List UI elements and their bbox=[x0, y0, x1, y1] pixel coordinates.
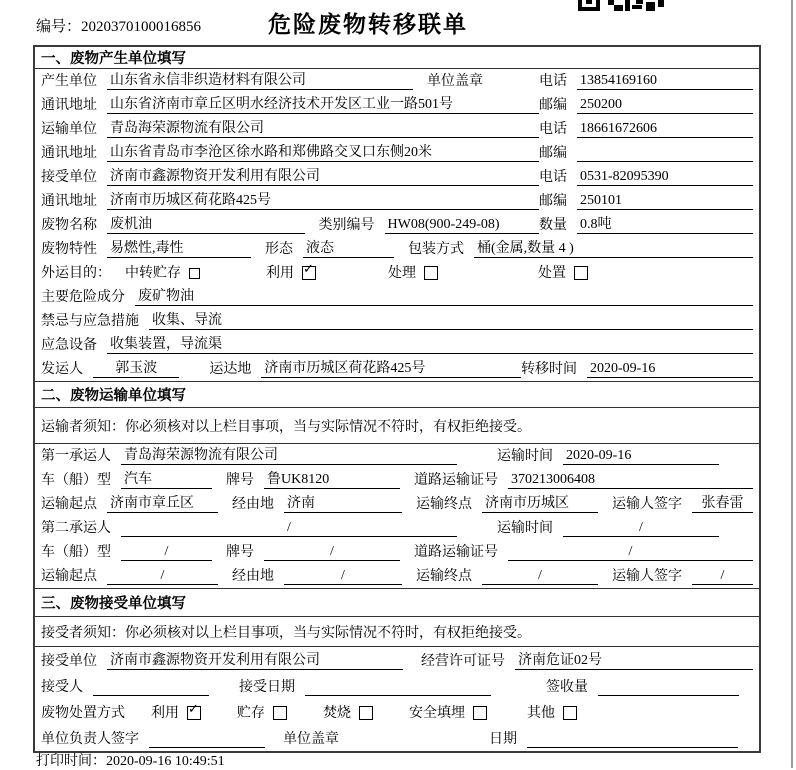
transfer-time-value: 2020-09-16 bbox=[587, 360, 753, 378]
carrier2-time-label: 运输时间 bbox=[497, 521, 553, 536]
print-time-value: 2020-09-16 10:49:51 bbox=[106, 754, 225, 769]
purpose-reuse-checkbox bbox=[302, 266, 316, 280]
receiver-value: 济南市鑫源物资开发利用有限公司 bbox=[107, 168, 539, 186]
permit1-label: 道路运输证号 bbox=[414, 473, 498, 488]
chief-sign-label: 单位负责人签字 bbox=[41, 732, 139, 747]
category-value: HW08(900-249-08) bbox=[385, 216, 539, 234]
shipper-value: 郭玉波 bbox=[93, 360, 179, 378]
manifest-form bbox=[33, 45, 761, 753]
section-receiver bbox=[35, 588, 759, 751]
acceptor-label: 接受人 bbox=[41, 680, 83, 695]
hazard-value: 废矿物油 bbox=[135, 288, 753, 306]
taboo-value: 收集、导流 bbox=[149, 312, 753, 330]
date-label: 日期 bbox=[489, 732, 517, 747]
purpose-disposal-label: 处置 bbox=[538, 266, 566, 281]
receiver-address-label: 通讯地址 bbox=[41, 194, 97, 209]
transporter-phone-label: 电话 bbox=[539, 122, 567, 137]
carrier2-value: / bbox=[121, 519, 457, 537]
purpose-disposal-checkbox bbox=[574, 266, 588, 280]
plate2-label: 牌号 bbox=[226, 545, 254, 560]
transporter-address-label: 通讯地址 bbox=[41, 146, 97, 161]
purpose-option-disposal bbox=[538, 262, 588, 282]
purpose-option-transfer-storage bbox=[125, 262, 200, 282]
page-edge-line bbox=[791, 0, 793, 768]
section-producer-title: 一、废物产生单位填写 bbox=[35, 47, 759, 69]
purpose-option-treatment bbox=[388, 262, 438, 282]
carrier1-time-label: 运输时间 bbox=[497, 449, 553, 464]
transporter-notice: 运输者须知：你必须核对以上栏目事项，当与实际情况不符时，有权拒绝接受。 bbox=[35, 408, 759, 444]
carrier2-label: 第二承运人 bbox=[41, 521, 111, 536]
disposal-incineration-label: 焚烧 bbox=[323, 706, 351, 721]
row-transporter bbox=[35, 117, 759, 141]
date-value bbox=[527, 730, 738, 748]
row-producer-address bbox=[35, 93, 759, 117]
row-route2 bbox=[35, 564, 759, 588]
transporter-value: 青岛海荣源物流有限公司 bbox=[107, 120, 539, 138]
via1-value: 济南 bbox=[284, 495, 402, 513]
purpose-label: 外运目的： bbox=[41, 266, 111, 281]
traits-label: 废物特性 bbox=[41, 242, 97, 257]
producer-label: 产生单位 bbox=[41, 74, 97, 89]
traits-value: 易燃性,毒性 bbox=[107, 240, 251, 258]
quantity-label: 数量 bbox=[539, 218, 567, 233]
origin2-value: / bbox=[107, 567, 218, 585]
producer-value: 山东省永信非织造材料有限公司 bbox=[107, 72, 413, 90]
producer-zip-label: 邮编 bbox=[539, 98, 567, 113]
form-label: 形态 bbox=[265, 242, 293, 257]
unit-seal-label: 单位盖章 bbox=[427, 74, 483, 89]
amount-value bbox=[598, 678, 739, 696]
destination-label: 运达地 bbox=[209, 362, 252, 377]
print-time-label: 打印时间： bbox=[36, 754, 106, 769]
waste-name-label: 废物名称 bbox=[41, 218, 97, 233]
carrier2-time-value: / bbox=[563, 519, 719, 537]
doc-number-label: 编号： bbox=[36, 19, 82, 35]
sign2-value: / bbox=[692, 567, 753, 585]
receiver-label: 接受单位 bbox=[41, 170, 97, 185]
row-waste-traits bbox=[35, 237, 759, 261]
permit2-value: / bbox=[508, 543, 753, 561]
disposal-option-reuse bbox=[151, 702, 201, 722]
row-receive-unit bbox=[35, 647, 759, 673]
producer-phone-label: 电话 bbox=[539, 74, 567, 89]
dest2-label: 运输终点 bbox=[416, 569, 472, 584]
section-receiver-title: 三、废物接受单位填写 bbox=[35, 589, 759, 617]
origin2-label: 运输起点 bbox=[41, 569, 97, 584]
row-hazard bbox=[35, 285, 759, 309]
carrier1-label: 第一承运人 bbox=[41, 449, 111, 464]
vehicle1-value: 汽车 bbox=[121, 471, 212, 489]
section-transporter bbox=[35, 381, 759, 588]
disposal-other-label: 其他 bbox=[527, 706, 555, 721]
row-carrier2 bbox=[35, 516, 759, 540]
receiver-phone-label: 电话 bbox=[539, 170, 567, 185]
disposal-option-incineration bbox=[323, 702, 373, 722]
dest1-value: 济南市历城区 bbox=[482, 495, 598, 513]
dest2-value: / bbox=[482, 567, 598, 585]
plate2-value: / bbox=[264, 543, 400, 561]
purpose-option-reuse bbox=[266, 262, 316, 282]
via2-value: / bbox=[284, 567, 402, 585]
row-equipment bbox=[35, 333, 759, 357]
destination-value: 济南市历城区荷花路425号 bbox=[261, 360, 521, 378]
disposal-other-checkbox bbox=[563, 706, 577, 720]
equipment-value: 收集装置，导流渠 bbox=[107, 336, 753, 354]
disposal-incineration-checkbox bbox=[359, 706, 373, 720]
doc-number-value: 2020370100016856 bbox=[81, 19, 202, 35]
transporter-zip-value bbox=[577, 144, 753, 162]
receive-unit-value: 济南市鑫源物资开发利用有限公司 bbox=[107, 652, 403, 670]
transfer-time-label: 转移时间 bbox=[521, 362, 577, 377]
amount-label: 签收量 bbox=[546, 680, 588, 695]
row-route1 bbox=[35, 492, 759, 516]
row-purpose bbox=[35, 261, 759, 285]
disposal-landfill-label: 安全填埋 bbox=[409, 706, 465, 721]
row-receiver-address bbox=[35, 189, 759, 213]
taboo-label: 禁忌与应急措施 bbox=[41, 314, 139, 329]
purpose-transfer-storage-label: 中转贮存 bbox=[125, 266, 181, 281]
disposal-storage-checkbox bbox=[273, 706, 287, 720]
row-producer bbox=[35, 69, 759, 93]
transporter-zip-label: 邮编 bbox=[539, 146, 567, 161]
accept-date-label: 接受日期 bbox=[239, 680, 295, 695]
packaging-label: 包装方式 bbox=[408, 242, 464, 257]
qr-code-fragment-icon bbox=[578, 0, 666, 11]
purpose-treatment-label: 处理 bbox=[388, 266, 416, 281]
via1-label: 经由地 bbox=[232, 497, 274, 512]
disposal-landfill-checkbox bbox=[473, 706, 487, 720]
sign1-value: 张春雷 bbox=[692, 495, 753, 513]
producer-zip-value: 250200 bbox=[577, 96, 753, 114]
vehicle1-label: 车（船）型 bbox=[41, 473, 111, 488]
hazard-label: 主要危险成分 bbox=[41, 290, 125, 305]
row-taboo bbox=[35, 309, 759, 333]
producer-address-value: 山东省济南市章丘区明水经济技术开发区工业一路501号 bbox=[107, 96, 539, 114]
row-carrier1 bbox=[35, 444, 759, 468]
origin1-label: 运输起点 bbox=[41, 497, 97, 512]
receiver-address-value: 济南市历城区荷花路425号 bbox=[107, 192, 539, 210]
row-vehicle1 bbox=[35, 468, 759, 492]
transporter-label: 运输单位 bbox=[41, 122, 97, 137]
document-header bbox=[0, 0, 796, 45]
license-label: 经营许可证号 bbox=[421, 654, 505, 669]
plate1-label: 牌号 bbox=[226, 473, 254, 488]
row-waste-name bbox=[35, 213, 759, 237]
row-disposal bbox=[35, 699, 759, 725]
transporter-phone-value: 18661672606 bbox=[577, 120, 753, 138]
page-title: 危险废物转移联单 bbox=[268, 11, 468, 37]
receive-unit-label: 接受单位 bbox=[41, 654, 97, 669]
dest1-label: 运输终点 bbox=[416, 497, 472, 512]
permit1-value: 370213006408 bbox=[508, 471, 753, 489]
disposal-storage-label: 贮存 bbox=[237, 706, 265, 721]
vehicle2-value: / bbox=[121, 543, 212, 561]
section-producer bbox=[35, 47, 759, 381]
row-transporter-address bbox=[35, 141, 759, 165]
row-signatures bbox=[35, 725, 759, 751]
disposal-option-landfill bbox=[409, 702, 487, 722]
receiver-seal-label: 单位盖章 bbox=[283, 732, 339, 747]
quantity-value: 0.8吨 bbox=[577, 216, 753, 234]
row-shipper bbox=[35, 357, 759, 381]
disposal-option-other bbox=[527, 702, 577, 722]
disposal-reuse-label: 利用 bbox=[151, 706, 179, 721]
carrier1-time-value: 2020-09-16 bbox=[563, 447, 719, 465]
form-value: 液态 bbox=[303, 240, 394, 258]
producer-address-label: 通讯地址 bbox=[41, 98, 97, 113]
receiver-phone-value: 0531-82095390 bbox=[577, 168, 753, 186]
producer-phone-value: 13854169160 bbox=[577, 72, 753, 90]
waste-name-value: 废机油 bbox=[107, 216, 305, 234]
row-acceptor bbox=[35, 673, 759, 699]
disposal-option-storage bbox=[237, 702, 287, 722]
carrier1-value: 青岛海荣源物流有限公司 bbox=[121, 447, 457, 465]
accept-date-value bbox=[305, 678, 491, 696]
via2-label: 经由地 bbox=[232, 569, 274, 584]
transporter-address-value: 山东省青岛市李沧区徐水路和郑佛路交叉口东侧20米 bbox=[107, 144, 539, 162]
vehicle2-label: 车（船）型 bbox=[41, 545, 111, 560]
plate1-value: 鲁UK8120 bbox=[264, 471, 400, 489]
chief-sign-value bbox=[149, 730, 265, 748]
receiver-zip-label: 邮编 bbox=[539, 194, 567, 209]
disposal-reuse-checkbox bbox=[187, 706, 201, 720]
row-vehicle2 bbox=[35, 540, 759, 564]
packaging-value: 桶(金属,数量 4 ) bbox=[474, 240, 753, 258]
receiver-zip-value: 250101 bbox=[577, 192, 753, 210]
row-receiver bbox=[35, 165, 759, 189]
purpose-reuse-label: 利用 bbox=[266, 266, 294, 281]
origin1-value: 济南市章丘区 bbox=[107, 495, 218, 513]
acceptor-value bbox=[93, 678, 209, 696]
disposal-label: 废物处置方式 bbox=[41, 706, 125, 721]
section-transporter-title: 二、废物运输单位填写 bbox=[35, 382, 759, 408]
sign2-label: 运输人签字 bbox=[612, 569, 682, 584]
shipper-label: 发运人 bbox=[41, 362, 83, 377]
receiver-notice: 接受者须知：你必须核对以上栏目事项，当与实际情况不符时，有权拒绝接受。 bbox=[35, 617, 759, 647]
equipment-label: 应急设备 bbox=[41, 338, 97, 353]
purpose-transfer-storage-checkbox bbox=[189, 268, 200, 279]
print-time bbox=[36, 750, 225, 770]
sign1-label: 运输人签字 bbox=[612, 497, 682, 512]
purpose-treatment-checkbox bbox=[424, 266, 438, 280]
license-value: 济南危证02号 bbox=[515, 652, 753, 670]
category-label: 类别编号 bbox=[318, 218, 375, 233]
permit2-label: 道路运输证号 bbox=[414, 545, 498, 560]
